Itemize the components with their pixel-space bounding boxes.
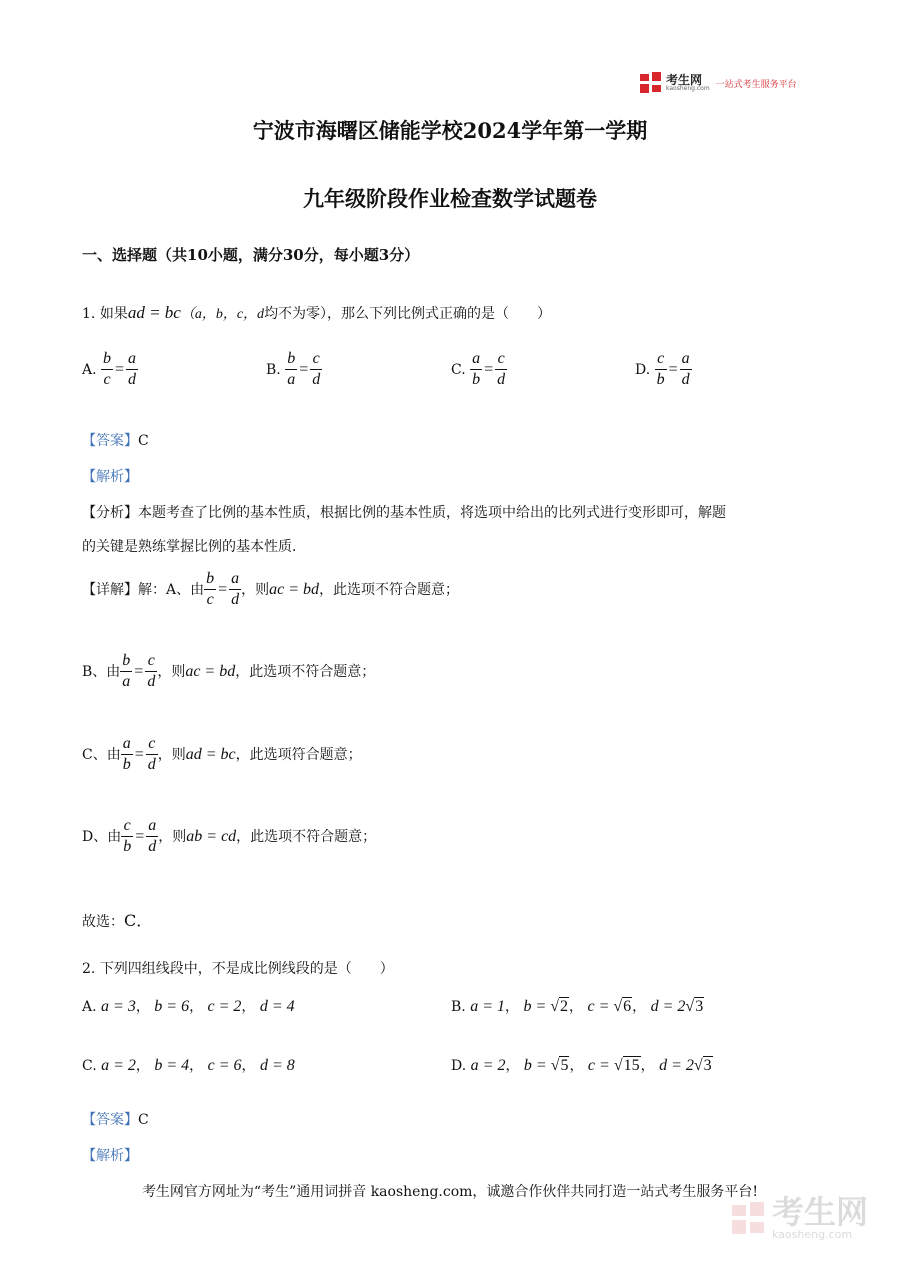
question-1-stem: 1. 如果ad = bc（a，b，c，d均不为零），那么下列比例式正确的是（ ） [82, 303, 552, 322]
footer-text: 考生网官方网址为“考生”通用词拼音 kaosheng.com，诚邀合作伙伴共同打造一站式考生服务平台! [141, 1184, 759, 1200]
q1-analysis-tag: 【解析】 [82, 469, 138, 485]
q1-detail-b: B、由 $\frac{b}{a}$ = $\frac{c}{d}$ ，则ac = bd，此选项不符合题意； [82, 652, 376, 691]
page-title-line2: 九年级阶段作业检查数学试题卷 [303, 186, 597, 211]
q1-detail-d: D、由 $\frac{c}{b}$ = $\frac{a}{d}$ ，则ab = cd，此选项不符合题意； [82, 817, 377, 856]
q1-detail-a: 【详解】解：A、由 $\frac{b}{c}$ = $\frac{a}{d}$ ，则ac = bd，此选项不符合题意； [82, 570, 460, 609]
brand-name: 考生网 [666, 73, 703, 87]
brand-slogan: 一站式考生服务平台 [715, 79, 797, 90]
q1-option-d: D. $\frac{c}{b}$ = $\frac{a}{d}$ [635, 350, 690, 389]
q2-option-c: C. a = 2， b = 4， c = 6， d = 8 [82, 1057, 295, 1074]
q2-option-d: D. a = 2， b = √ 5 ， c = √ 15 ， d = 2√ 3 [451, 1057, 712, 1074]
question-2-stem: 2. 下列四组线段中，不是成比例线段的是（ ） [82, 961, 394, 977]
section-heading: 一、选择题（共10小题，满分30分，每小题3分） [82, 246, 420, 264]
watermark [732, 1193, 868, 1241]
watermark-name: 考生网 [771, 1193, 868, 1231]
q1-conclusion: 故选：C． [82, 911, 153, 930]
q1-option-c: C. $\frac{a}{b}$ = $\frac{c}{d}$ [451, 350, 506, 389]
q1-analysis-line1: 【分析】本题考查了比例的基本性质，根据比例的基本性质，将选项中给出的比列式进行变形即可，解题 [82, 505, 726, 521]
q2-option-b: B. a = 1， b = √ 2 ， c = √ 6 ， d = 2√ 3 [451, 998, 704, 1015]
watermark-icon [732, 1202, 766, 1236]
logo-icon [640, 72, 662, 94]
q1-detail-c: C、由 $\frac{a}{b}$ = $\frac{c}{d}$ ，则ad = bc，此选项符合题意； [82, 735, 362, 774]
watermark-domain: kaosheng.com [771, 1228, 853, 1241]
q2-answer: 【答案】C [82, 1112, 149, 1128]
q2-analysis-tag: 【解析】 [82, 1148, 138, 1164]
brand-domain: kaosheng.com [666, 85, 710, 92]
q1-analysis-line2: 的关键是熟练掌握比例的基本性质． [82, 539, 306, 555]
q2-option-a: A. a = 3， b = 6， c = 2， d = 4 [82, 998, 295, 1015]
page-title-line1: 宁波市海曙区储能学校2024学年第一学期 [252, 118, 648, 143]
header-logo [640, 72, 797, 94]
q1-answer: 【答案】C [82, 433, 149, 449]
q1-option-b: B. $\frac{b}{a}$ = $\frac{c}{d}$ [266, 350, 321, 389]
q1-option-a: A. $\frac{b}{c}$ = $\frac{a}{d}$ [82, 350, 137, 389]
